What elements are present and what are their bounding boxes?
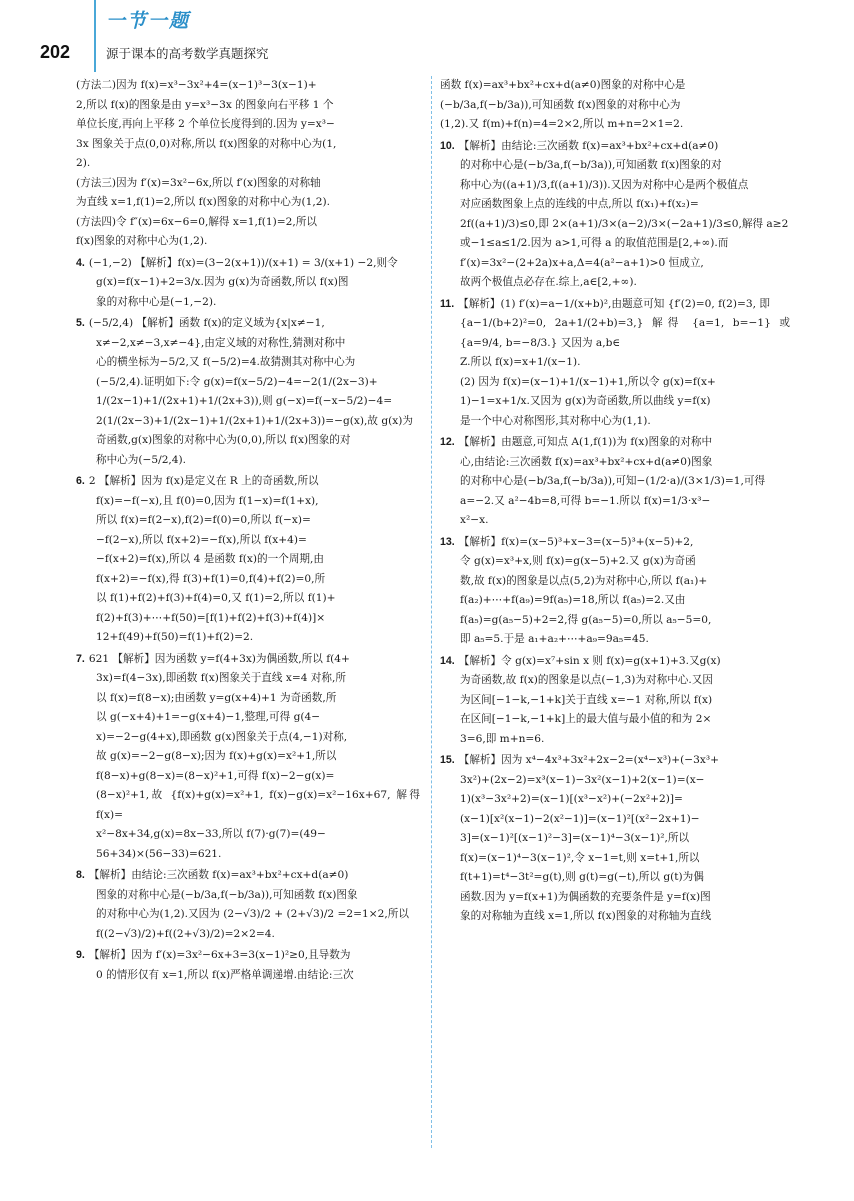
line-text: f(x)=−f(−x),且 f(0)=0,因为 f(1−x)=f(1+x), bbox=[96, 494, 319, 507]
item-number: 14. bbox=[440, 654, 455, 667]
solution-line bbox=[440, 353, 790, 373]
line-text: 3]=(x−1)²[(x−1)²−3]=(x−1)⁴−3(x−1)²,所以 bbox=[460, 832, 690, 844]
line-text: 单位长度,再向上平移 2 个单位长度得到的.因为 y=x³− bbox=[76, 118, 335, 130]
solution-line bbox=[76, 669, 420, 689]
item-number: 13. bbox=[440, 535, 455, 548]
solution-line bbox=[440, 314, 790, 353]
solution-item bbox=[440, 533, 790, 650]
line-text: 故 g(x)=−2−g(8−x);因为 f(x)+g(x)=x²+1,所以 bbox=[96, 750, 337, 762]
line-text: x≠−2,x≠−3,x≠−4},由定义域的对称性,猜测对称中 bbox=[96, 336, 346, 349]
line-text: 即 a₅=5.于是 a₁+a₂+⋯+a₉=9a₅=45. bbox=[460, 633, 649, 645]
solution-line bbox=[76, 451, 420, 471]
solution-line bbox=[76, 232, 420, 252]
line-text: 的对称中心是(−b/3a,f(−b/3a)),可知−(1/2·a)/(3×1/3)=1,可得 bbox=[460, 475, 766, 487]
solution-line bbox=[440, 433, 790, 453]
solution-item bbox=[76, 314, 420, 470]
solution-line bbox=[76, 728, 420, 748]
line-text: 以 g(−x+4)+1=−g(x+4)−1,整理,可得 g(4− bbox=[96, 711, 321, 723]
solution-line bbox=[440, 771, 790, 791]
line-text: 56+34)×(56−33)=621. bbox=[96, 847, 222, 860]
solution-line bbox=[440, 572, 790, 592]
solution-line bbox=[76, 314, 420, 334]
line-text: 图象的对称中心是(−b/3a,f(−b/3a)),可知函数 f(x)图象 bbox=[96, 888, 358, 901]
line-text: 为区间[−1−k,−1+k]关于直线 x=−1 对称,所以 f(x) bbox=[460, 693, 713, 706]
line-text: f′(x)=3x²−(2+2a)x+a,Δ=4(a²−a+1)>0 恒成立, bbox=[460, 256, 704, 269]
line-text: Z.所以 f(x)=x+1/(x−1). bbox=[460, 356, 581, 368]
solution-line bbox=[76, 966, 420, 986]
line-text: f(x+2)=−f(x),得 f(3)+f(1)=0,f(4)+f(2)=0,所 bbox=[96, 572, 326, 585]
solution-line bbox=[76, 825, 420, 845]
line-text: (−b/3a,f(−b/3a)),可知函数 f(x)图象的对称中心为 bbox=[440, 98, 681, 111]
solution-line bbox=[440, 671, 790, 691]
line-text: 3x 图象关于点(0,0)对称,所以 f(x)图象的对称中心为(1, bbox=[76, 137, 337, 150]
line-text: g(x)=f(x−1)+2=3/x.因为 g(x)为奇函数,所以 f(x)图 bbox=[96, 276, 349, 288]
line-text: 2). bbox=[76, 157, 91, 169]
solution-item bbox=[76, 472, 420, 648]
line-text: 令 g(x)=x³+x,则 f(x)=g(x−5)+2.又 g(x)为奇函 bbox=[460, 555, 696, 567]
right-column bbox=[440, 76, 790, 929]
solution-line bbox=[76, 570, 420, 590]
solution-line bbox=[440, 392, 790, 412]
line-text: 3x)=f(4−3x),即函数 f(x)图象关于直线 x=4 对称,所 bbox=[96, 672, 346, 684]
book-brand: 一节一题 bbox=[106, 10, 191, 32]
solution-line bbox=[440, 630, 790, 650]
line-text: 或−1≤a≤1/2.因为 a>1,可得 a 的取值范围是[2,+∞).而 bbox=[460, 237, 729, 249]
line-text: 数,故 f(x)的图象是以点(5,2)为对称中心,所以 f(a₁)+ bbox=[460, 574, 708, 587]
line-text: {a−1/(b+2)²=0, 2a+1/(2+b)=3,} 解得 {a=1, b=−1} 或 {a=9/4, b=−8/3.} 又因为 a,b∈ bbox=[460, 317, 790, 349]
solution-line bbox=[76, 373, 420, 393]
line-text: 3=6,即 m+n=6. bbox=[460, 732, 545, 745]
line-text: 621 【解析】因为函数 y=f(4+3x)为偶函数,所以 f(4+ bbox=[88, 652, 350, 665]
solution-line bbox=[76, 353, 420, 373]
solution-line bbox=[76, 531, 420, 551]
solution-line bbox=[440, 195, 790, 215]
solution-line bbox=[440, 591, 790, 611]
solution-line bbox=[440, 176, 790, 196]
solution-line bbox=[76, 866, 420, 886]
solution-line bbox=[76, 392, 420, 412]
solution-line bbox=[76, 708, 420, 728]
line-text: 心的横坐标为−5/2,又 f(−5/2)=4.故猜测其对称中心为 bbox=[96, 356, 356, 368]
line-text: 函数.因为 y=f(x+1)为偶函数的充要条件是 y=f(x)图 bbox=[460, 890, 711, 903]
solution-line bbox=[440, 907, 790, 927]
line-text: (1,2).又 f(m)+f(n)=4=2×2,所以 m+n=2×1=2. bbox=[440, 118, 684, 130]
line-text: 称中心为(−5/2,4). bbox=[96, 453, 187, 466]
line-text: 1/(2x−1)+1/(2x+1)+1/(2x+3)),则 g(−x)=f(−x−5/2)−4= bbox=[96, 395, 393, 407]
solution-line bbox=[76, 492, 420, 512]
solution-line bbox=[76, 213, 420, 233]
solution-line bbox=[76, 886, 420, 906]
column-divider bbox=[431, 76, 432, 1148]
page-header bbox=[0, 0, 854, 70]
solution-line bbox=[440, 552, 790, 572]
solution-item bbox=[440, 433, 790, 531]
line-text: f(a₂)+⋯+f(a₉)=9f(a₅)=18,所以 f(a₅)=2.又由 bbox=[460, 594, 686, 606]
left-column bbox=[76, 76, 420, 987]
solution-line bbox=[76, 76, 420, 96]
solution-line bbox=[76, 472, 420, 492]
line-text: f(a₅)=g(a₅−5)+2=2,得 g(a₅−5)=0,所以 a₅−5=0, bbox=[460, 613, 712, 626]
solution-line bbox=[440, 453, 790, 473]
solution-line bbox=[440, 156, 790, 176]
line-text: 0 的情形仅有 x=1,所以 f(x)严格单调递增.由结论:三次 bbox=[96, 968, 354, 981]
page-number: 202 bbox=[40, 42, 71, 62]
line-text: 【解析】令 g(x)=x⁷+sin x 则 f(x)=g(x+1)+3.又g(x) bbox=[458, 654, 721, 667]
header-divider bbox=[94, 0, 96, 72]
line-text: f(2)+f(3)+⋯+f(50)=[f(1)+f(2)+f(3)+f(4)]× bbox=[96, 611, 326, 624]
solution-line bbox=[440, 511, 790, 531]
line-text: x)=−2−g(4+x),即函数 g(x)图象关于点(4,−1)对称, bbox=[96, 730, 348, 743]
solution-line bbox=[76, 786, 420, 825]
solution-line bbox=[440, 652, 790, 672]
solution-line bbox=[76, 589, 420, 609]
solution-line bbox=[76, 550, 420, 570]
item-number: 10. bbox=[440, 139, 455, 152]
line-text: 2,所以 f(x)的图象是由 y=x³−3x 的图象向右平移 1 个 bbox=[76, 98, 334, 111]
line-text: f(x)=(x−1)⁴−3(x−1)²,令 x−1=t,则 x=t+1,所以 bbox=[460, 851, 700, 864]
solution-item bbox=[440, 137, 790, 293]
solution-line bbox=[76, 431, 420, 451]
line-text: 心,由结论:三次函数 f(x)=ax³+bx²+cx+d(a≠0)图象 bbox=[460, 455, 713, 468]
solution-line bbox=[440, 533, 790, 553]
line-text: 对应函数图象上点的连线的中点,所以 f(x₁)+f(x₂)= bbox=[460, 198, 699, 210]
line-text: (方法二)因为 f(x)=x³−3x²+4=(x−1)³−3(x−1)+ bbox=[76, 79, 317, 91]
line-text: f(t+1)=t⁴−3t²=g(t),则 g(t)=g(−t),所以 g(t)为偶 bbox=[460, 871, 704, 883]
solution-line bbox=[76, 193, 420, 213]
line-text: 【解析】由结论:三次函数 f(x)=ax³+bx²+cx+d(a≠0) bbox=[88, 869, 349, 881]
solution-line bbox=[440, 751, 790, 771]
line-text: (x−1)[x²(x−1)−2(x²−1)]=(x−1)²[(x²−2x+1)− bbox=[460, 812, 700, 825]
item-number: 8. bbox=[76, 869, 85, 881]
solution-line bbox=[440, 810, 790, 830]
solution-line bbox=[76, 925, 420, 945]
line-text: 故两个极值点必存在.综上,a∈[2,+∞). bbox=[460, 276, 637, 288]
solution-line bbox=[440, 115, 790, 135]
solution-line bbox=[76, 96, 420, 116]
line-text: 2(1/(2x−3)+1/(2x−1)+1/(2x+1)+1/(2x+3))=−g(x),故 g(x)为 bbox=[96, 414, 413, 427]
line-text: 为直线 x=1,f(1)=2,所以 f(x)图象的对称中心为(1,2). bbox=[76, 196, 330, 208]
line-text: 的对称中心为(1,2).又因为 (2−√3)/2 + (2+√3)/2 =2=1×2,所以 bbox=[96, 908, 409, 920]
solution-line bbox=[440, 849, 790, 869]
book-subtitle: 源于课本的高考数学真题探究 bbox=[106, 46, 269, 61]
line-text: 【解析】因为 f′(x)=3x²−6x+3=3(x−1)²≥0,且导数为 bbox=[88, 949, 351, 961]
line-text: 1)(x³−3x²+2)=(x−1)[(x³−x²)+(−2x²+2)]= bbox=[460, 793, 683, 805]
line-text: −f(2−x),所以 f(x+2)=−f(x),所以 f(x+4)= bbox=[96, 533, 307, 546]
solution-line bbox=[440, 472, 790, 492]
item-number: 4. bbox=[76, 256, 85, 269]
solution-line bbox=[440, 611, 790, 631]
line-text: 奇函数,g(x)图象的对称中心为(0,0),所以 f(x)图象的对 bbox=[96, 434, 351, 446]
line-text: 【解析】由结论:三次函数 f(x)=ax³+bx²+cx+d(a≠0) bbox=[458, 139, 719, 152]
solution-line bbox=[76, 609, 420, 629]
solution-line bbox=[76, 905, 420, 925]
solution-line bbox=[440, 234, 790, 254]
item-number: 6. bbox=[76, 475, 85, 487]
item-number: 7. bbox=[76, 652, 85, 665]
solution-item bbox=[76, 866, 420, 944]
solution-line bbox=[76, 293, 420, 313]
solution-line bbox=[76, 845, 420, 865]
solution-line bbox=[440, 710, 790, 730]
solution-item bbox=[440, 295, 790, 432]
solution-line bbox=[76, 511, 420, 531]
solution-line bbox=[440, 492, 790, 512]
solution-line bbox=[76, 135, 420, 155]
solution-line bbox=[76, 154, 420, 174]
solution-line bbox=[440, 868, 790, 888]
line-text: 3x²)+(2x−2)=x³(x−1)−3x²(x−1)+2(x−1)=(x− bbox=[460, 773, 705, 786]
line-text: (−1,−2) 【解析】f(x)=(3−2(x+1))/(x+1) = 3/(x+1) −2,则令 bbox=[88, 256, 398, 269]
solution-item bbox=[76, 946, 420, 985]
solution-line bbox=[440, 76, 790, 96]
solution-line bbox=[76, 115, 420, 135]
line-text: f(8−x)+g(8−x)=(8−x)²+1,可得 f(x)−2−g(x)= bbox=[96, 769, 335, 782]
line-text: 【解析】f(x)=(x−5)³+x−3=(x−5)³+(x−5)+2, bbox=[458, 535, 694, 548]
solution-line bbox=[440, 215, 790, 235]
line-text: −f(x+2)=f(x),所以 4 是函数 f(x)的一个周期,由 bbox=[96, 553, 324, 565]
solution-line bbox=[76, 412, 420, 432]
solution-line bbox=[440, 96, 790, 116]
solution-line bbox=[440, 254, 790, 274]
line-text: (8−x)²+1,故 {f(x)+g(x)=x²+1, f(x)−g(x)=x²−16x+67, 解得 f(x)= bbox=[96, 789, 420, 821]
line-text: 2f((a+1)/3)≤0,即 2×(a+1)/3×(a−2)/3×(−2a+1)/3≤0,解得 a≥2 bbox=[460, 217, 789, 230]
solution-line bbox=[440, 373, 790, 393]
solution-line bbox=[76, 174, 420, 194]
solution-item bbox=[440, 76, 790, 135]
solution-line bbox=[76, 689, 420, 709]
line-text: (方法四)令 f″(x)=6x−6=0,解得 x=1,f(1)=2,所以 bbox=[76, 215, 317, 228]
item-number: 11. bbox=[440, 297, 455, 310]
solution-item bbox=[440, 751, 790, 927]
line-text: (−5/2,4).证明如下:令 g(x)=f(x−5/2)−4=−2(1/(2x−3)+ bbox=[96, 375, 378, 388]
line-text: 【解析】由题意,可知点 A(1,f(1))为 f(x)图象的对称中 bbox=[458, 436, 713, 448]
line-text: (2) 因为 f(x)=(x−1)+1/(x−1)+1,所以令 g(x)=f(x+ bbox=[460, 375, 716, 388]
line-text: 12+f(49)+f(50)=f(1)+f(2)=2. bbox=[96, 631, 254, 643]
line-text: f((2−√3)/2)+f((2+√3)/2)=2×2=4. bbox=[96, 927, 275, 940]
solution-line bbox=[440, 295, 790, 315]
solution-line bbox=[76, 334, 420, 354]
line-text: x²−8x+34,g(x)=8x−33,所以 f(7)·g(7)=(49− bbox=[96, 828, 326, 840]
solution-item bbox=[76, 76, 420, 252]
line-text: 称中心为((a+1)/3,f((a+1)/3)).又因为对称中心是两个极值点 bbox=[460, 178, 749, 191]
solution-line bbox=[440, 691, 790, 711]
line-text: a=−2.又 a²−4b=8,可得 b=−1.所以 f(x)=1/3·x³− bbox=[460, 494, 711, 507]
line-text: 是一个中心对称图形,其对称中心为(1,1). bbox=[460, 414, 651, 427]
solution-line bbox=[440, 137, 790, 157]
solution-line bbox=[440, 412, 790, 432]
solution-item bbox=[440, 652, 790, 750]
solution-line bbox=[76, 273, 420, 293]
line-text: x²−x. bbox=[460, 514, 489, 526]
solution-line bbox=[76, 628, 420, 648]
line-text: 【解析】(1) f′(x)=a−1/(x+b)²,由题意可知 {f′(2)=0, f(2)=3, 即 bbox=[458, 297, 770, 310]
solution-line bbox=[440, 730, 790, 750]
line-text: 象的对称中心是(−1,−2). bbox=[96, 295, 217, 308]
line-text: 以 f(x)=f(8−x);由函数 y=g(x+4)+1 为奇函数,所 bbox=[96, 691, 337, 704]
line-text: 所以 f(x)=f(2−x),f(2)=f(0)=0,所以 f(−x)= bbox=[96, 514, 311, 526]
item-number: 9. bbox=[76, 949, 85, 961]
solution-line bbox=[76, 946, 420, 966]
line-text: 以 f(1)+f(2)+f(3)+f(4)=0,又 f(1)=2,所以 f(1)+ bbox=[96, 592, 336, 604]
line-text: 2 【解析】因为 f(x)是定义在 R 上的奇函数,所以 bbox=[88, 475, 319, 487]
item-number: 15. bbox=[440, 754, 455, 766]
solution-line bbox=[440, 829, 790, 849]
solution-line bbox=[76, 254, 420, 274]
solution-line bbox=[76, 747, 420, 767]
line-text: 函数 f(x)=ax³+bx²+cx+d(a≠0)图象的对称中心是 bbox=[440, 79, 686, 91]
line-text: (方法三)因为 f′(x)=3x²−6x,所以 f′(x)图象的对称轴 bbox=[76, 176, 321, 189]
line-text: f(x)图象的对称中心为(1,2). bbox=[76, 235, 208, 247]
solution-line bbox=[440, 888, 790, 908]
solution-line bbox=[76, 767, 420, 787]
line-text: 为奇函数,故 f(x)的图象是以点(−1,3)为对称中心.又因 bbox=[460, 674, 713, 686]
line-text: 的对称中心是(−b/3a,f(−b/3a)),可知函数 f(x)图象的对 bbox=[460, 159, 722, 171]
solution-item bbox=[76, 254, 420, 313]
line-text: 象的对称轴为直线 x=1,所以 f(x)图象的对称轴为直线 bbox=[460, 910, 712, 922]
line-text: 1)−1=x+1/x.又因为 g(x)为奇函数,所以曲线 y=f(x) bbox=[460, 395, 711, 407]
solution-line bbox=[440, 273, 790, 293]
solution-item bbox=[76, 650, 420, 865]
item-number: 5. bbox=[76, 317, 85, 329]
line-text: 【解析】因为 x⁴−4x³+3x²+2x−2=(x⁴−x³)+(−3x³+ bbox=[458, 754, 719, 766]
solution-line bbox=[440, 790, 790, 810]
item-number: 12. bbox=[440, 436, 455, 448]
line-text: (−5/2,4) 【解析】函数 f(x)的定义域为{x|x≠−1, bbox=[88, 317, 325, 329]
solution-line bbox=[76, 650, 420, 670]
line-text: 在区间[−1−k,−1+k]上的最大值与最小值的和为 2× bbox=[460, 713, 712, 725]
